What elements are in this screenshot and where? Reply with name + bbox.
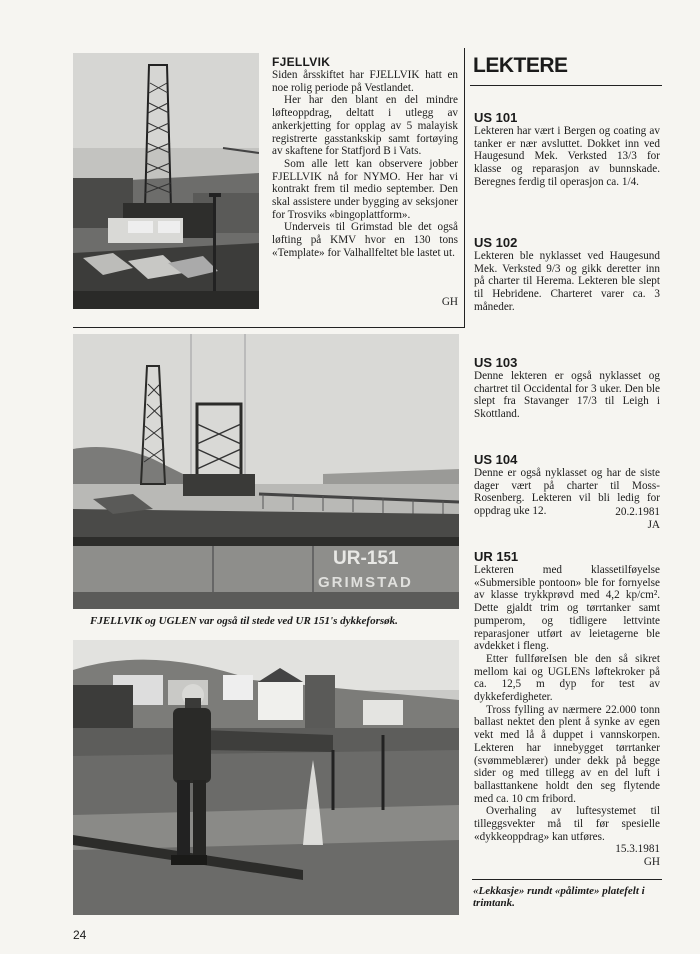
column-divider <box>464 48 465 328</box>
us102-text <box>474 250 660 314</box>
lektere-heading: LEKTERE <box>473 54 568 77</box>
ur151-date: 15.3.1981 <box>615 843 660 856</box>
section-divider <box>73 327 465 328</box>
ur151-paragraph: Lekteren med klassetilføyelse «Submersible pontoon» ble for fornyelse av klasse trykkprøvd med 4,2 kp/cm². Dette gjaldt trim og tørrtanker samt pumperom, og tidligere lettvinte reparasjoner utført av leietagerne ble avdekket i fleng. <box>474 564 660 653</box>
middle-photo-caption: FJELLVIK og UGLEN var også til stede ved UR 151's dykkeforsøk. <box>90 615 398 627</box>
us101-paragraph: Lekteren har vært i Bergen og coating av tanker er nær avsluttet. Dokket inn ved Haugesund Mek. Verksted 13/3 for klasse og reparasjon av bunnskade. Beregnes ferdig til operasjon ca. 1/4. <box>474 125 660 188</box>
ur151-paragraph: Tross fylling av nærmere 22.000 tonn ballast nektet den plent å synke av egen vekt med lå å duppet i vannskorpen. Lekteren har innebygget tørrtanker (svømmeblærer) under dekk på begge sider og med tillegg av en del luft i ballasttankene holdt den seg flytende med ca. 10 cm fribord. <box>474 703 660 805</box>
fjellvik-paragraph: Som alle lett kan observere jobber FJELLVIK nå for NYMO. Her har vi kontrakt frem til medio september. Den skal assistere under bygging av seksjoner for Trosviks «bingoplattform». <box>272 157 458 221</box>
lektere-heading-rule <box>470 85 662 86</box>
page-number: 24 <box>73 928 87 942</box>
hull-marking-ur151: UR-151 <box>333 548 399 569</box>
ur151-paragraph: Etter fullføreIsen ble den så sikret mellom kai og UGLENs løftekroker på ca. 12,5 m dyp for test av dykkeferdigheter. <box>474 652 660 704</box>
us103-title: US 103 <box>474 355 518 370</box>
ur151-title: UR 151 <box>474 549 519 564</box>
us102-paragraph: Lekteren ble nyklasset ved Haugesund Mek. Verksted 9/3 og gikk deretter inn på charter til Herema. Lekteren ble slept til Hebridene. Charteret varer ca. 3 måneder. <box>474 250 660 313</box>
ur151-signature: GH <box>643 856 660 869</box>
fjellvik-paragraph: Her har den blant en del mindre løfteoppdrag, deltatt i utlegg av ankerkjetting for opplag av 5 malayisk registrerte gasstankskip samt fortøying av skaftene for Statfjord B i Vats. <box>272 94 458 158</box>
leak-test-photo <box>73 640 459 915</box>
caption-divider <box>472 879 662 880</box>
us101-text <box>474 125 660 189</box>
us104-text <box>474 467 660 531</box>
us103-paragraph: Denne lekteren er også nyklasset og chartret til Occidental for 3 uker. Den ble slept fra Stavanger 17/3 til Leigh i Skottland. <box>474 370 660 421</box>
fjellvik-crane-photo <box>73 53 259 309</box>
us104-date: 20.2.1981 <box>615 505 660 518</box>
ur151-text <box>474 564 660 869</box>
us104-signature: JA <box>647 518 660 531</box>
us104-paragraph: Denne er også nyklasset og har de siste dager vært på charter til Moss-Rosenberg. Lekteren vil bli ledig for oppdrag uke 12. <box>474 467 660 518</box>
us104-title: US 104 <box>474 452 518 467</box>
us101-title: US 101 <box>474 110 518 125</box>
fjellvik-article <box>272 69 458 260</box>
fjellvik-heading: FJELLVIK <box>272 55 331 69</box>
us103-text <box>474 370 660 421</box>
fjellvik-paragraph: Underveis til Grimstad ble det også løfting på KMV hvor en 130 tons «Template» for Valhallfeltet ble lastet ut. <box>272 221 458 259</box>
fjellvik-signature: GH <box>441 296 458 308</box>
us102-title: US 102 <box>474 235 518 250</box>
fjellvik-paragraph: Siden årsskiftet har FJELLVIK hatt en noe rolig periode på Vestlandet. <box>272 69 458 94</box>
ur151-pontoon-photo <box>73 334 459 609</box>
hull-marking-grimstad: GRIMSTAD <box>318 574 413 591</box>
ur151-paragraph: Overhaling av luftesystemet til tilleggsvekter må til før spesielle «dykkeoppdrag» kan utføres. <box>474 805 660 843</box>
bottom-photo-caption: «Lekkasje» rundt «pålimte» platefelt i trimtank. <box>473 885 645 909</box>
